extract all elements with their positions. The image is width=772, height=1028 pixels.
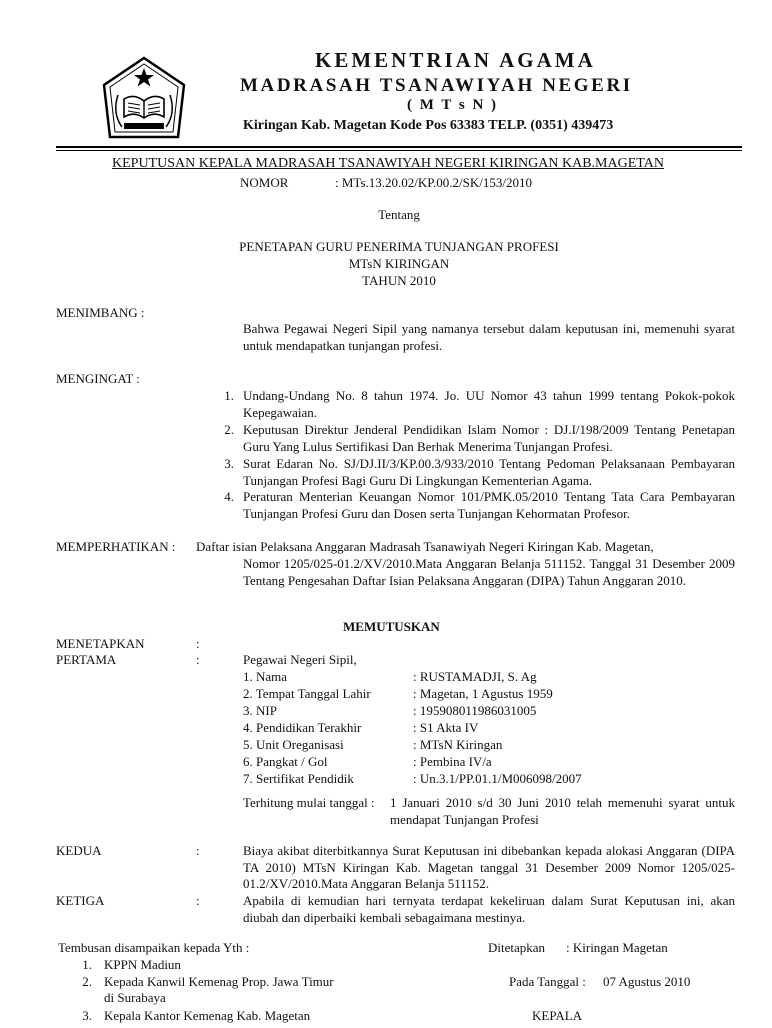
recipient-item: Kepada Kanwil Kemenag Prop. Jawa Timur <box>104 974 334 989</box>
mengingat-item-number: 1. <box>224 388 234 403</box>
detail-value: : 195908011986031005 <box>413 703 537 718</box>
ketiga-colon: : <box>196 893 200 908</box>
subject-line-3: TAHUN 2010 <box>362 273 436 288</box>
ketiga-label: KETIGA <box>56 893 105 908</box>
decree-title: KEPUTUSAN KEPALA MADRASAH TSANAWIYAH NEGERI KIRINGAN KAB.MAGETAN <box>112 156 664 171</box>
detail-label: 1. Nama <box>243 669 288 684</box>
detail-label: 3. NIP <box>243 703 277 718</box>
tembusan-label: Tembusan disampaikan kepada Yth : <box>58 940 250 955</box>
detail-value: : Pembina IV/a <box>413 754 492 769</box>
memperhatikan-label: MEMPERHATIKAN : <box>56 539 176 554</box>
recipient-item: KPPN Madiun <box>104 957 181 972</box>
detail-label: 2. Tempat Tanggal Lahir <box>243 686 371 701</box>
detail-label: 7. Sertifikat Pendidik <box>243 771 354 786</box>
kedua-colon: : <box>196 843 200 858</box>
mengingat-item-number: 4. <box>224 489 234 504</box>
ministry-emblem-icon <box>100 55 188 143</box>
letterhead-divider-thin <box>56 150 742 151</box>
ditetapkan-value: : Kiringan Magetan <box>566 940 668 955</box>
mengingat-item: Keputusan Direktur Jenderal Pendidikan Islam Nomor : DJ.I/198/2009 Tentang Penetapan Guru Yang Lulus Sertifikasi Dan Berhak Menerima Tunjangan Profesi. <box>243 422 735 454</box>
subject-line-1: PENETAPAN GURU PENERIMA TUNJANGAN PROFESI <box>239 239 559 254</box>
kedua-text: Biaya akibat diterbitkannya Surat Keputusan ini dibebankan kepada alokasi Anggaran (DIPA TA 2010) MTsN Kiringan Kab. Magetan tanggal 31 Desember 2009 Nomor 1205/025-01.2/XV/2010.Mata Anggaran Belanja 511152. <box>243 843 735 891</box>
mengingat-item: Undang-Undang No. 8 tahun 1974. Jo. UU Nomor 43 tahun 1999 tentang Pokok-pokok Kepegawaian. <box>243 388 735 420</box>
letterhead-divider <box>56 146 742 148</box>
recipient-item: Kepala Kantor Kemenag Kab. Magetan <box>104 1008 311 1023</box>
kepala-label: KEPALA <box>532 1008 583 1023</box>
nomor-label: NOMOR <box>240 175 289 190</box>
tentang-label: Tentang <box>378 207 420 222</box>
menetapkan-colon: : <box>196 636 200 651</box>
mengingat-item-number: 2. <box>224 422 234 437</box>
letterhead-address: Kiringan Kab. Magetan Kode Pos 63383 TELP. (0351) 439473 <box>243 118 614 133</box>
ditetapkan-label: Ditetapkan <box>488 940 546 955</box>
memperhatikan-first-line: Daftar isian Pelaksana Anggaran Madrasah Tsanawiyah Negeri Kiringan Kab. Magetan, <box>196 539 654 554</box>
detail-value: : RUSTAMADJI, S. Ag <box>413 669 537 684</box>
letterhead-ministry: KEMENTRIAN AGAMA <box>315 48 596 72</box>
recipient-number: 1. <box>82 957 92 972</box>
pertama-colon: : <box>196 652 200 667</box>
recipient-number: 3. <box>82 1008 92 1023</box>
kedua-label: KEDUA <box>56 843 102 858</box>
mengingat-label: MENGINGAT : <box>56 371 140 386</box>
tanggal-label: Pada Tanggal : <box>509 974 586 989</box>
recipient-number: 2. <box>82 974 92 989</box>
subject-line-2: MTsN KIRINGAN <box>348 256 450 271</box>
terhitung-label: Terhitung mulai tanggal : <box>243 795 375 810</box>
detail-label: 5. Unit Oreganisasi <box>243 737 344 752</box>
terhitung-value: 1 Januari 2010 s/d 30 Juni 2010 telah memenuhi syarat untuk mendapat Tunjangan Profesi <box>390 795 735 827</box>
detail-label: 4. Pendidikan Terakhir <box>243 720 362 735</box>
detail-value: : Magetan, 1 Agustus 1959 <box>413 686 553 701</box>
detail-value: : S1 Akta IV <box>413 720 479 735</box>
recipient-item-city: di Surabaya <box>104 990 166 1005</box>
mengingat-item: Surat Edaran No. SJ/DJ.II/3/KP.00.3/933/2010 Tentang Pedoman Pelaksanaan Pembayaran Tunjangan Profesi Bagi Guru Di Lingkungan Kementerian Agama. <box>243 456 735 488</box>
detail-label: 6. Pangkat / Gol <box>243 754 328 769</box>
tanggal-value: 07 Agustus 2010 <box>603 974 691 989</box>
nomor-value: : MTs.13.20.02/KP.00.2/SK/153/2010 <box>335 175 533 190</box>
menimbang-text: Bahwa Pegawai Negeri Sipil yang namanya tersebut dalam keputusan ini, memenuhi syarat untuk mendapatkan tunjangan profesi. <box>243 321 735 353</box>
detail-value: : MTsN Kiringan <box>413 737 503 752</box>
pertama-intro: Pegawai Negeri Sipil, <box>243 652 357 667</box>
letterhead-school: MADRASAH TSANAWIYAH NEGERI <box>240 75 633 96</box>
menimbang-label: MENIMBANG : <box>56 305 145 320</box>
menetapkan-label: MENETAPKAN <box>56 636 145 651</box>
memperhatikan-text: Nomor 1205/025-01.2/XV/2010.Mata Anggaran Belanja 511152. Tanggal 31 Desember 2009 Tentang Pengesahan Daftar Isian Pelaksana Anggaran (DIPA) Tahun Anggaran 2010. <box>243 556 735 588</box>
mengingat-item: Peraturan Menterian Keuangan Nomor 101/PMK.05/2010 Tentang Tata Cara Pembayaran Tunjangan Profesi Guru dan Dosen serta Tunjangan Kehormatan Profesor. <box>243 489 735 521</box>
detail-value: : Un.3.1/PP.01.1/M006098/2007 <box>413 771 582 786</box>
letterhead-abbrev: ( M T s N ) <box>407 97 499 113</box>
pertama-label: PERTAMA <box>56 652 117 667</box>
mengingat-item-number: 3. <box>224 456 234 471</box>
ketiga-text: Apabila di kemudian hari ternyata terdapat kekeliruan dalam Surat Keputusan ini, akan diubah dan diperbaiki kembali sebagaimana mestinya. <box>243 893 735 925</box>
memutuskan-heading: MEMUTUSKAN <box>343 619 440 634</box>
